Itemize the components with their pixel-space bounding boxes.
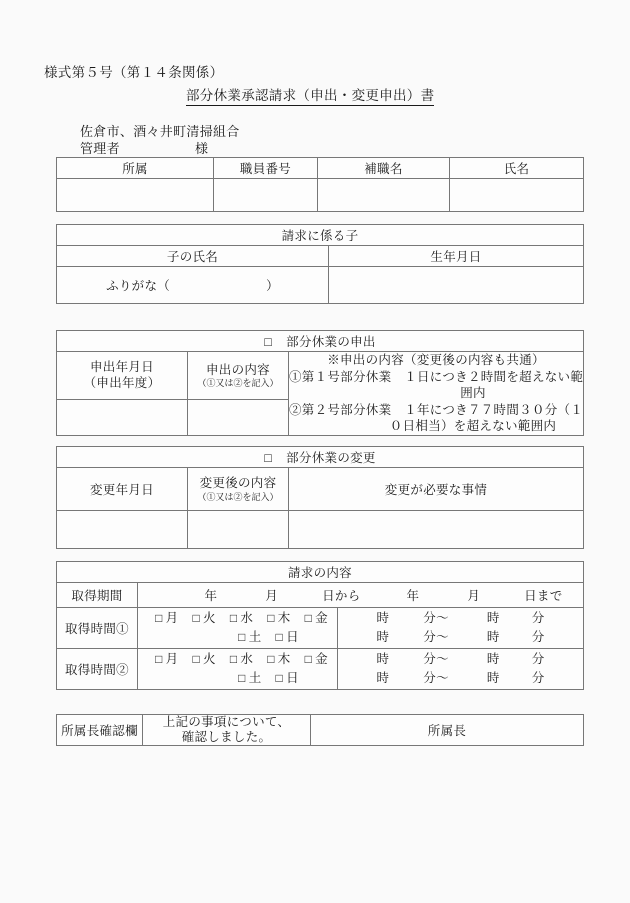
checkbox-monday-2[interactable] bbox=[155, 650, 178, 669]
weekday-checkboxes-1[interactable] bbox=[138, 608, 338, 649]
time-line-2a bbox=[338, 650, 583, 669]
field-acquisition-period[interactable] bbox=[138, 583, 584, 608]
header-change-content-sub: （①又は②を記入） bbox=[197, 491, 279, 502]
checkbox-icon: □ bbox=[304, 652, 313, 667]
header-application-date-label: 申出年月日 bbox=[89, 360, 154, 375]
checkbox-friday-2[interactable] bbox=[305, 650, 328, 669]
checkbox-sunday-1[interactable] bbox=[276, 628, 299, 647]
checkbox-icon: □ bbox=[267, 652, 275, 667]
checkbox-wednesday-2[interactable] bbox=[230, 650, 253, 669]
band-change-label: 部分休業の変更 bbox=[286, 451, 376, 465]
weekday-label: 土 bbox=[248, 630, 262, 644]
time-fields-1[interactable] bbox=[338, 608, 584, 649]
header-application-content bbox=[188, 352, 289, 400]
minute-to-label: 分〜 bbox=[423, 611, 449, 626]
period-from-day: 日から bbox=[322, 589, 361, 603]
checkbox-monday-1[interactable] bbox=[155, 609, 178, 628]
header-change-reason: 変更が必要な事情 bbox=[289, 468, 584, 511]
change-checkbox[interactable]: □ bbox=[264, 451, 273, 465]
hour-label: 時 bbox=[376, 611, 390, 626]
weekday-label: 金 bbox=[315, 652, 328, 667]
weekday-label: 火 bbox=[203, 652, 216, 667]
note-item-2-cont: ０日相当）を超えない範囲内 bbox=[389, 419, 557, 433]
minute-label: 分 bbox=[531, 671, 545, 685]
note-item-2: ②第２号部分休業 １年につき７７時間３０分（１ bbox=[289, 402, 584, 417]
hour-label: 時 bbox=[486, 671, 500, 685]
header-acquisition-time-2: 取得時間② bbox=[57, 649, 138, 690]
field-application-content[interactable] bbox=[188, 400, 289, 435]
period-from-month: 月 bbox=[265, 589, 279, 603]
weekday-label: 木 bbox=[277, 611, 291, 626]
furigana-close-paren: ） bbox=[266, 279, 279, 293]
furigana-label: ふりがな（ bbox=[106, 279, 171, 293]
checkbox-saturday-2[interactable] bbox=[238, 669, 261, 688]
header-change-content bbox=[188, 468, 289, 511]
header-supervisor-confirmation: 所属長確認欄 bbox=[57, 715, 143, 746]
weekday-label: 水 bbox=[240, 652, 254, 667]
field-application-date[interactable] bbox=[57, 400, 188, 435]
hour-label: 時 bbox=[486, 652, 500, 667]
time-line-1a bbox=[338, 609, 583, 628]
header-acquisition-time-1: 取得時間① bbox=[57, 608, 138, 649]
checkbox-tuesday-2[interactable] bbox=[192, 650, 215, 669]
field-full-name[interactable] bbox=[450, 179, 584, 212]
weekday-label: 日 bbox=[286, 630, 299, 644]
period-to-day: 日まで bbox=[524, 589, 563, 603]
band-child-subject: 請求に係る子 bbox=[57, 225, 584, 246]
header-affiliation: 所属 bbox=[57, 158, 214, 179]
checkbox-icon: □ bbox=[155, 652, 163, 667]
document-title: 部分休業承認請求（申出・変更申出）書 bbox=[186, 84, 434, 106]
field-change-content[interactable] bbox=[188, 511, 289, 549]
band-application-label: 部分休業の申出 bbox=[286, 335, 376, 349]
table-row bbox=[57, 583, 584, 608]
field-change-date[interactable] bbox=[57, 511, 188, 549]
header-employee-number: 職員番号 bbox=[214, 158, 318, 179]
addressee-role: 管理者 bbox=[80, 141, 120, 156]
hour-label: 時 bbox=[376, 652, 390, 667]
time-line-2b bbox=[338, 669, 583, 688]
table-row bbox=[57, 246, 584, 267]
hour-label: 時 bbox=[486, 630, 500, 644]
band-change bbox=[57, 447, 584, 468]
field-affiliation[interactable] bbox=[57, 179, 214, 212]
period-to-month: 月 bbox=[467, 589, 481, 603]
checkbox-icon: □ bbox=[275, 630, 284, 644]
field-change-reason[interactable] bbox=[289, 511, 584, 549]
checkbox-thursday-2[interactable] bbox=[267, 650, 290, 669]
application-note bbox=[289, 352, 584, 436]
table-row bbox=[57, 179, 584, 212]
checkbox-saturday-1[interactable] bbox=[238, 628, 261, 647]
checkbox-icon: □ bbox=[192, 611, 200, 626]
note-item-1: ①第１号部分休業 １日につき２時間を超えない範 bbox=[289, 369, 584, 384]
weekday-label: 月 bbox=[165, 652, 179, 667]
confirmation-note-line-2: 確認しました。 bbox=[181, 730, 272, 744]
checkbox-sunday-2[interactable] bbox=[276, 669, 299, 688]
table-row bbox=[57, 447, 584, 468]
checkbox-icon: □ bbox=[267, 611, 275, 626]
hour-label: 時 bbox=[486, 611, 500, 626]
minute-to-label: 分〜 bbox=[423, 652, 449, 667]
minute-label: 分 bbox=[531, 611, 545, 626]
table-row bbox=[57, 225, 584, 246]
checkbox-icon: □ bbox=[304, 611, 313, 626]
minute-label: 分 bbox=[531, 652, 545, 667]
header-application-content-label: 申出の内容 bbox=[205, 362, 270, 377]
checkbox-icon: □ bbox=[229, 611, 238, 626]
checkbox-icon: □ bbox=[192, 652, 200, 667]
weekday-label: 日 bbox=[286, 671, 299, 685]
minute-to-label: 分〜 bbox=[423, 671, 449, 685]
addressee-honorific: 様 bbox=[195, 141, 209, 156]
band-request-content: 請求の内容 bbox=[57, 562, 584, 583]
time-fields-2[interactable] bbox=[338, 649, 584, 690]
minute-to-label: 分〜 bbox=[423, 630, 449, 644]
weekday-label: 土 bbox=[248, 671, 262, 685]
hour-label: 時 bbox=[376, 630, 390, 644]
confirmation-note-line-1: 上記の事項について、 bbox=[162, 715, 291, 729]
checkbox-friday-1[interactable] bbox=[305, 609, 328, 628]
header-full-name: 氏名 bbox=[450, 158, 584, 179]
header-application-date bbox=[57, 352, 188, 400]
checkbox-icon: □ bbox=[155, 611, 163, 626]
table-row bbox=[57, 715, 584, 746]
weekday-label: 水 bbox=[240, 611, 254, 626]
header-application-content-sub: （①又は②を記入） bbox=[197, 378, 279, 389]
hour-label: 時 bbox=[376, 671, 390, 685]
checkbox-thursday-1[interactable] bbox=[267, 609, 290, 628]
checkbox-icon: □ bbox=[229, 652, 238, 667]
child-info-table bbox=[56, 224, 584, 304]
table-row bbox=[57, 511, 584, 549]
checkbox-icon: □ bbox=[275, 671, 284, 685]
application-checkbox[interactable]: □ bbox=[264, 335, 273, 349]
weekday-label: 金 bbox=[315, 611, 328, 626]
checkbox-icon: □ bbox=[238, 630, 246, 644]
field-position-name[interactable] bbox=[318, 179, 450, 212]
table-row bbox=[57, 331, 584, 352]
note-item-1-cont: 囲内 bbox=[460, 386, 486, 400]
table-row bbox=[57, 649, 584, 690]
supervisor-confirmation-table bbox=[56, 714, 584, 746]
request-content-table bbox=[56, 561, 584, 690]
checkbox-tuesday-1[interactable] bbox=[192, 609, 215, 628]
checkbox-icon: □ bbox=[238, 671, 246, 685]
header-position-name: 補職名 bbox=[318, 158, 450, 179]
header-application-fiscal-year: （申出年度） bbox=[83, 375, 161, 390]
period-from-year: 年 bbox=[204, 589, 218, 603]
header-child-birthdate: 生年月日 bbox=[329, 246, 584, 267]
change-table bbox=[56, 446, 584, 549]
checkbox-wednesday-1[interactable] bbox=[230, 609, 253, 628]
table-row bbox=[57, 158, 584, 179]
application-table bbox=[56, 330, 584, 436]
time-line-1b bbox=[338, 628, 583, 647]
weekday-label: 月 bbox=[165, 611, 179, 626]
header-change-content-label: 変更後の内容 bbox=[199, 476, 277, 491]
form-number: 様式第５号（第１４条関係） bbox=[44, 65, 224, 80]
table-row bbox=[57, 352, 584, 400]
header-child-name: 子の氏名 bbox=[57, 246, 329, 267]
note-title: ※申出の内容（変更後の内容も共通） bbox=[327, 353, 545, 367]
table-row bbox=[57, 468, 584, 511]
table-row bbox=[57, 608, 584, 649]
weekday-label: 木 bbox=[277, 652, 291, 667]
table-row bbox=[57, 267, 584, 304]
addressee-organization: 佐倉市、酒々井町清掃組合 bbox=[80, 124, 240, 139]
header-change-date: 変更年月日 bbox=[57, 468, 188, 511]
supervisor-confirmation-note bbox=[143, 715, 311, 746]
field-employee-number[interactable] bbox=[214, 179, 318, 212]
period-to-year: 年 bbox=[406, 589, 420, 603]
field-child-birthdate[interactable] bbox=[329, 267, 584, 304]
employee-info-table bbox=[56, 157, 584, 212]
field-child-name[interactable] bbox=[57, 267, 329, 304]
band-application bbox=[57, 331, 584, 352]
header-acquisition-period: 取得期間 bbox=[57, 583, 138, 608]
weekday-checkboxes-2[interactable] bbox=[138, 649, 338, 690]
table-row bbox=[57, 562, 584, 583]
supervisor-label: 所属長 bbox=[427, 724, 467, 738]
field-supervisor-signature[interactable] bbox=[311, 715, 584, 746]
minute-label: 分 bbox=[531, 630, 545, 644]
weekday-label: 火 bbox=[203, 611, 216, 626]
